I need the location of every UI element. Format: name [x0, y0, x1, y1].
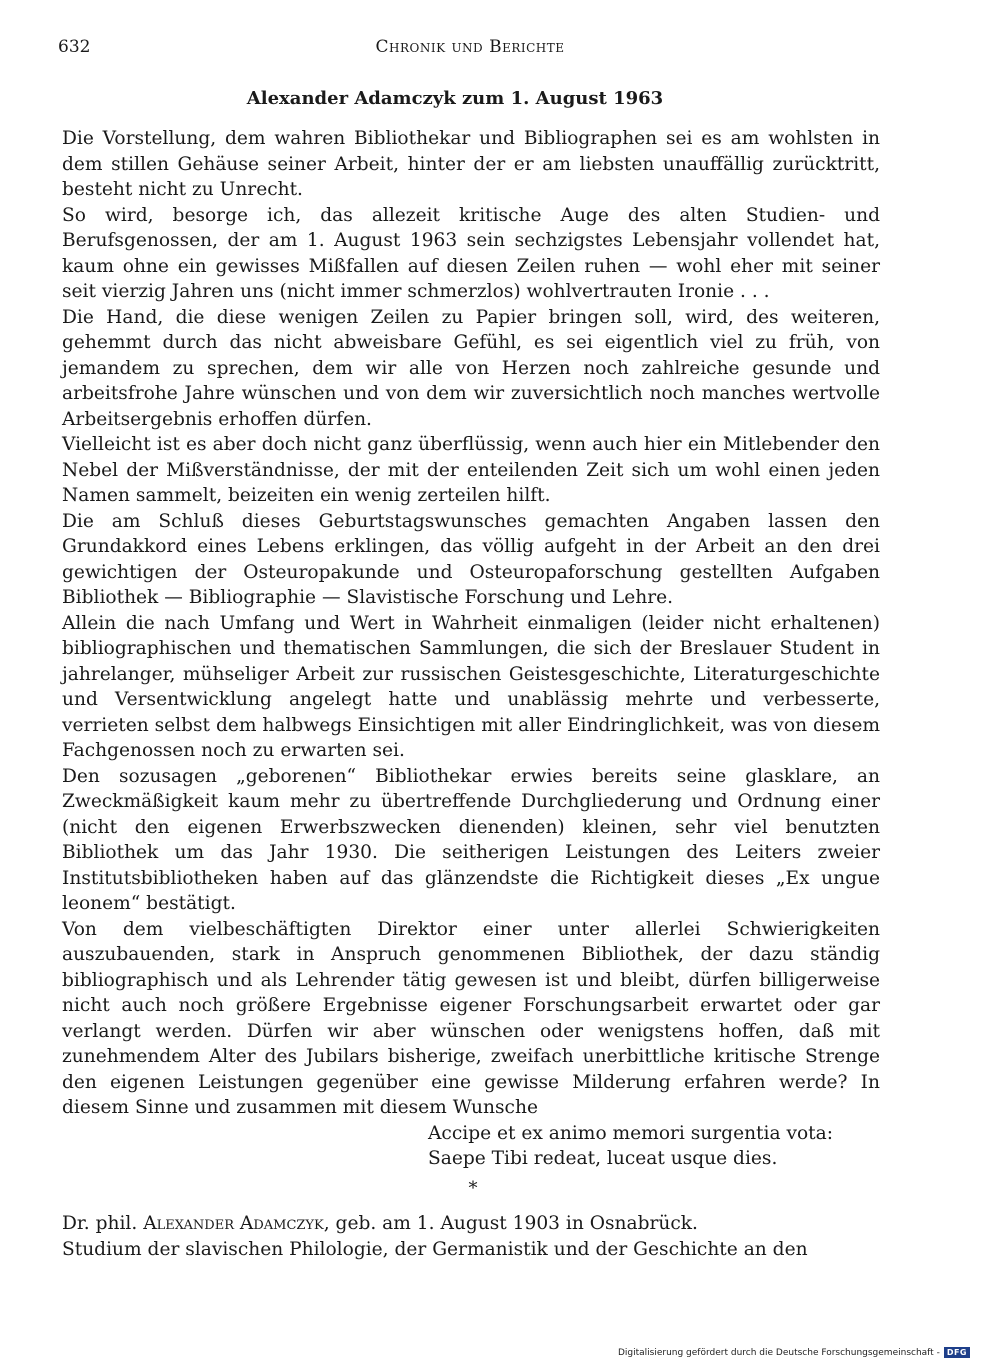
paragraph: Vielleicht ist es aber doch nicht ganz überflüssig, wenn auch hier ein Mitlebender den Nebel der Mißverständnisse, der mit der enteilenden Zeit sich um wohl einen jeden Namen sammelt, beizeiten ein wenig zerteilen hilft. — [62, 434, 880, 506]
page-number: 632 — [58, 37, 91, 57]
article-body — [62, 126, 880, 1262]
biography-line — [62, 1211, 880, 1237]
footer-credit — [618, 1347, 970, 1358]
bio-prefix: Dr. phil. — [62, 1213, 138, 1234]
footer-credit-text: Digitalisierung gefördert durch die Deutsche Forschungsgemeinschaft - — [617, 1347, 940, 1358]
paragraph: Die Hand, die diese wenigen Zeilen zu Papier bringen soll, wird, des weiteren, gehemmt durch das nicht abweisbare Gefühl, es sei eigentlich viel zu früh, von jemandem zu sprechen, dem wir alle von Herzen noch zahlreiche gesunde und arbeitsfrohe Jahre wünschen und von dem wir zuversichtlich noch manches wertvolle Arbeitsergebnis erhoffen dürfen. — [62, 306, 880, 430]
paragraph: Den sozusagen „geborenen“ Bibliothekar erwies bereits seine glasklare, an Zweckmäßigkeit kaum mehr zu übertreffende Durchgliederung und Ordnung einer (nicht den eigenen Erwerbszwecken dienenden) kleinen, sehr viel benutzten Bibliothek um das Jahr 1930. Die seitherigen Leistungen des Leiters zweier Institutsbibliotheken haben auf das glänzendste die Richtigkeit dieses „Ex ungue leonem“ bestätigt. — [62, 765, 880, 914]
bio-birth: , geb. am 1. August 1903 in Osnabrück. — [323, 1213, 698, 1234]
paragraph: So wird, besorge ich, das allezeit kritische Auge des alten Studien- und Berufsgenossen, der am 1. August 1963 sein sechzigstes Lebensjahr vollendet hat, kaum ohne ein gewisses Mißfallen auf diesen Zeilen ruhen — wohl eher mit seiner seit vierzig Jahren uns (nicht immer schmerzlos) wohlvertrauten Ironie . . . — [62, 204, 880, 302]
paragraph: Die Vorstellung, dem wahren Bibliothekar und Bibliographen sei es am wohlsten in dem stillen Gehäuse seiner Arbeit, hinter der er am liebsten unauffällig zurücktritt, besteht nicht zu Unrecht. — [62, 128, 880, 200]
bio-name: Alexander Adamczyk — [143, 1213, 324, 1234]
verse-line: Accipe et ex animo memori surgentia vota: — [428, 1122, 833, 1144]
paragraph: Von dem vielbeschäftigten Direktor einer unter allerlei Schwierigkeiten auszubauenden, stark in Anspruch genommenen Bibliothek, der dazu ständig bibliographisch und als Lehrender tätig gewesen ist und bleibt, dürfen billigerweise nicht auch noch größere Ergebnisse eigener Forschungsarbeit erwartet oder gar verlangt werden. Dürfen wir aber wünschen oder wenigstens hoffen, daß mit zunehmendem Alter des Jubilars bisherige, zweifach unerbittliche kritische Strenge den eigenen Leistungen gegenüber eine gewisse Milderung erfahren werde? In diesem Sinne und zusammen mit diesem Wunsche — [62, 918, 880, 1118]
running-head: Chronik und Berichte — [375, 37, 565, 57]
dfg-logo-icon: DFG — [944, 1347, 970, 1358]
paragraph: Allein die nach Umfang und Wert in Wahrheit einmaligen (leider nicht erhaltenen) bibliographischen und thematischen Sammlungen, die sich der Breslauer Student in jahrelanger, mühseliger Arbeit zur russischen Geistesgeschichte, Literaturgeschichte und Versentwicklung angelegt hatte und unablässig mehrte und verbesserte, verrieten selbst dem halbwegs Einsichtigen mit aller Eindringlichkeit, was von diesem Fachgenossen noch zu erwarten sei. — [62, 612, 880, 761]
latin-verse — [428, 1121, 880, 1172]
biography-study: Studium der slavischen Philologie, der Germanistik und der Geschichte an den — [62, 1238, 808, 1260]
paragraph: Die am Schluß dieses Geburtstagswunsches gemachten Angaben lassen den Grundakkord eines Lebens erklingen, das völlig aufgeht in der Arbeit an den drei gewichtigen der Osteuropakunde und Osteuropaforschung gestellten Aufgaben Bibliothek — Bibliographie — Slavistische Forschung und Lehre. — [62, 510, 880, 608]
section-separator: * — [468, 1177, 478, 1199]
verse-line: Saepe Tibi redeat, luceat usque dies. — [428, 1148, 778, 1169]
article-title: Alexander Adamczyk zum 1. August 1963 — [246, 88, 664, 109]
